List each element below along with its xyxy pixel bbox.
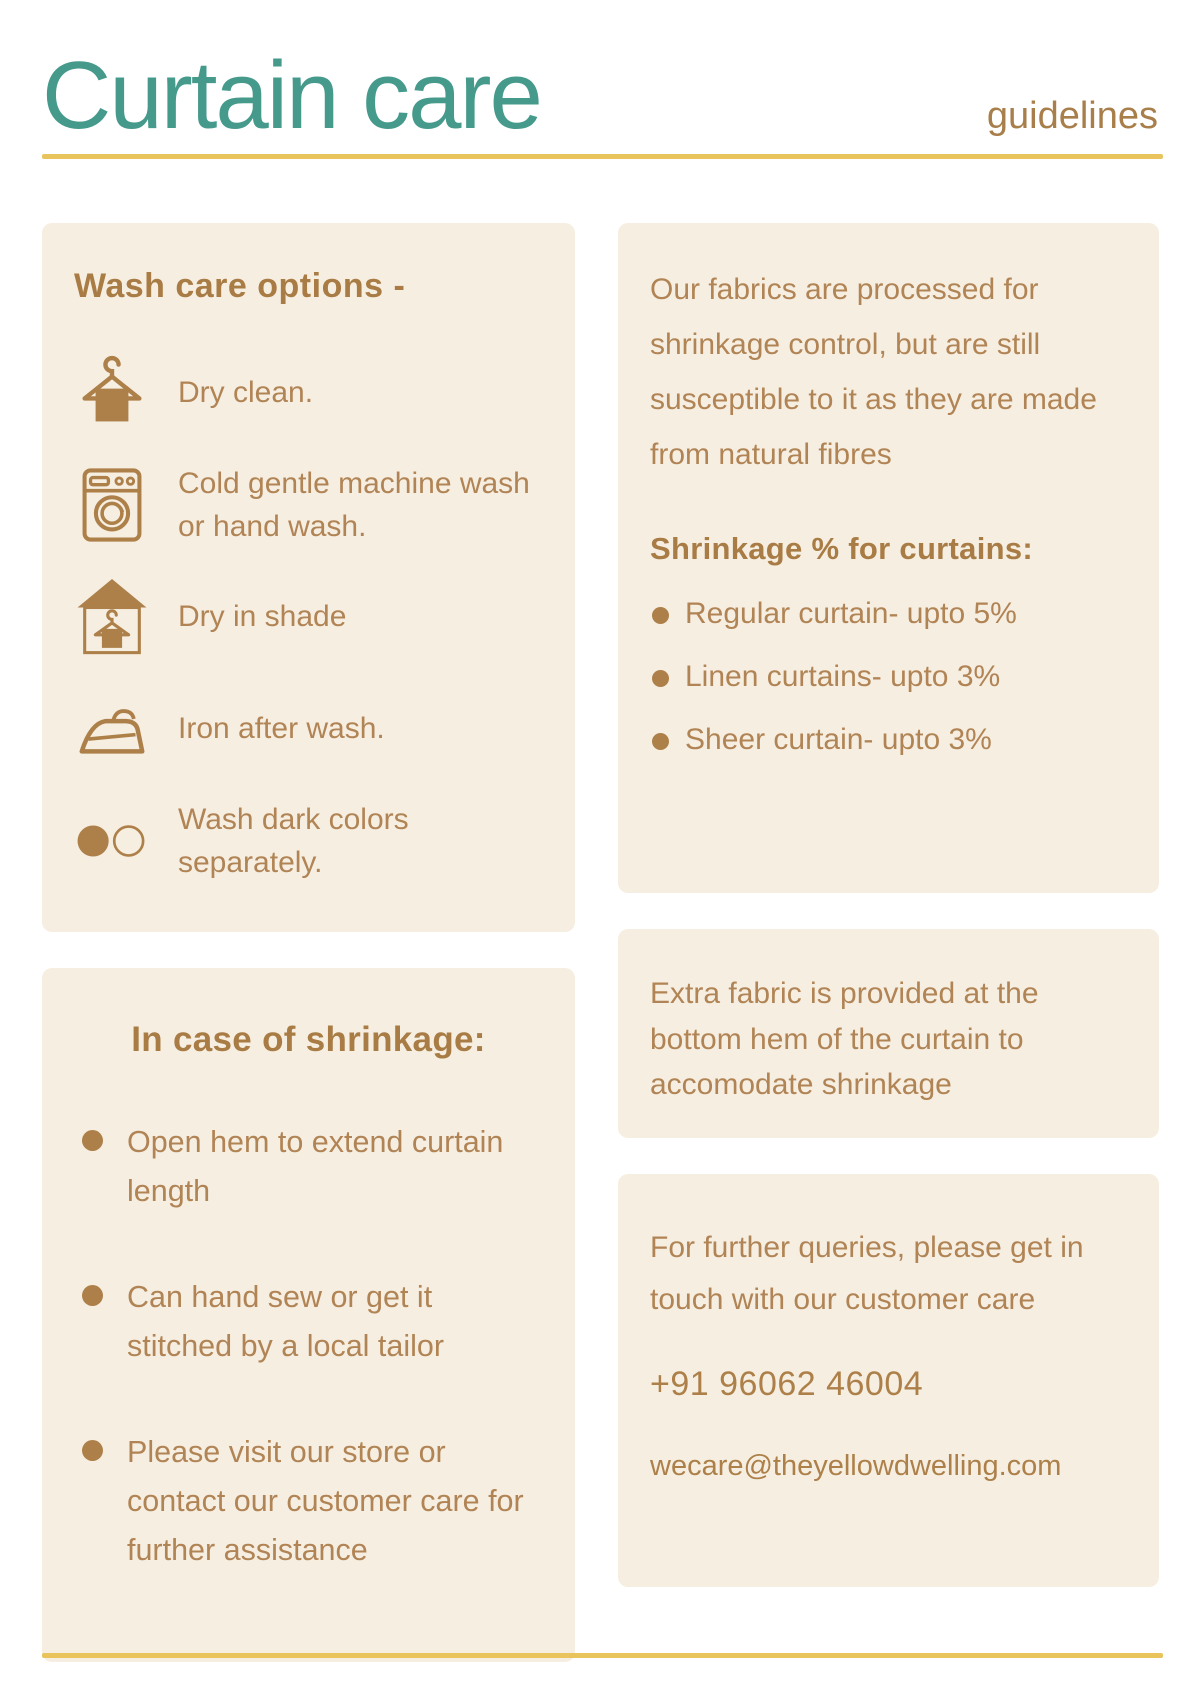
list-item-label: Linen curtains- upto 3% (685, 659, 1001, 693)
list-item-label: Cold gentle machine wash or hand wash. (178, 466, 530, 543)
shrinkage-percent-title: Shrinkage % for curtains: (650, 530, 1034, 566)
list-item-label: Open hem to extend curtain length (127, 1125, 504, 1209)
contact-text: For further queries, please get in touch with our customer care (650, 1230, 1084, 1317)
contact-phone: +91 96062 46004 (650, 1364, 924, 1403)
dry-in-shade-icon (74, 575, 150, 659)
list-item (650, 660, 1131, 694)
extra-fabric-card (618, 929, 1159, 1138)
bullet-dot-icon (82, 1285, 103, 1306)
page-title: Curtain care (42, 42, 541, 149)
list-item (74, 794, 547, 888)
list-item-label: Dry in shade (178, 600, 347, 634)
list-item-label: Can hand sew or get it stitched by a local tailor (127, 1279, 445, 1364)
extra-fabric-text: Extra fabric is provided at the bottom hem of the curtain to accomodate shrinkage (650, 977, 1039, 1102)
left-column (42, 223, 575, 1662)
bullet-dot-icon (82, 1130, 103, 1151)
footer-rule (42, 1653, 1163, 1658)
list-item (650, 597, 1131, 631)
iron-icon (74, 701, 150, 757)
fabric-info-paragraph: Our fabrics are processed for shrinkage control, but are still susceptible to it as they are made from natural fibres (650, 273, 1097, 471)
list-item (72, 1273, 545, 1372)
list-item-label: Sheer curtain- upto 3% (685, 722, 992, 756)
wash-care-title: Wash care options - (74, 267, 406, 305)
content-grid (42, 223, 1159, 1662)
list-item (72, 1118, 545, 1217)
shrinkage-case-title: In case of shrinkage: (131, 1020, 486, 1059)
list-item-label: Iron after wash. (178, 712, 385, 746)
dark-colors-icon (74, 821, 150, 861)
list-item (74, 682, 547, 776)
list-item-label: Dry clean. (178, 376, 314, 410)
list-item (74, 346, 547, 440)
list-item (650, 723, 1131, 757)
in-case-of-shrinkage-card (42, 968, 575, 1662)
bullet-dot-icon (82, 1440, 103, 1461)
right-column (618, 223, 1159, 1587)
contact-card (618, 1174, 1159, 1587)
shrinkage-percent-list (650, 597, 1131, 757)
page-header (0, 0, 1200, 149)
bullet-dot-icon (652, 733, 669, 750)
contact-email: wecare@theyellowdwelling.com (650, 1449, 1062, 1482)
list-item (74, 570, 547, 664)
list-item-label: Please visit our store or contact our customer care for further assistance (127, 1434, 524, 1568)
bullet-dot-icon (652, 607, 669, 624)
hanger-icon (74, 355, 150, 431)
fabric-info-card (618, 223, 1159, 893)
bullet-dot-icon (652, 670, 669, 687)
list-item (72, 1428, 545, 1576)
list-item-label: Wash dark colors separately. (178, 802, 409, 879)
list-item (74, 458, 547, 552)
list-item-label: Regular curtain- upto 5% (685, 596, 1017, 630)
wash-care-card (42, 223, 575, 932)
header-rule (42, 154, 1163, 159)
page-subtitle: guidelines (986, 95, 1158, 137)
washing-machine-icon (74, 465, 150, 545)
